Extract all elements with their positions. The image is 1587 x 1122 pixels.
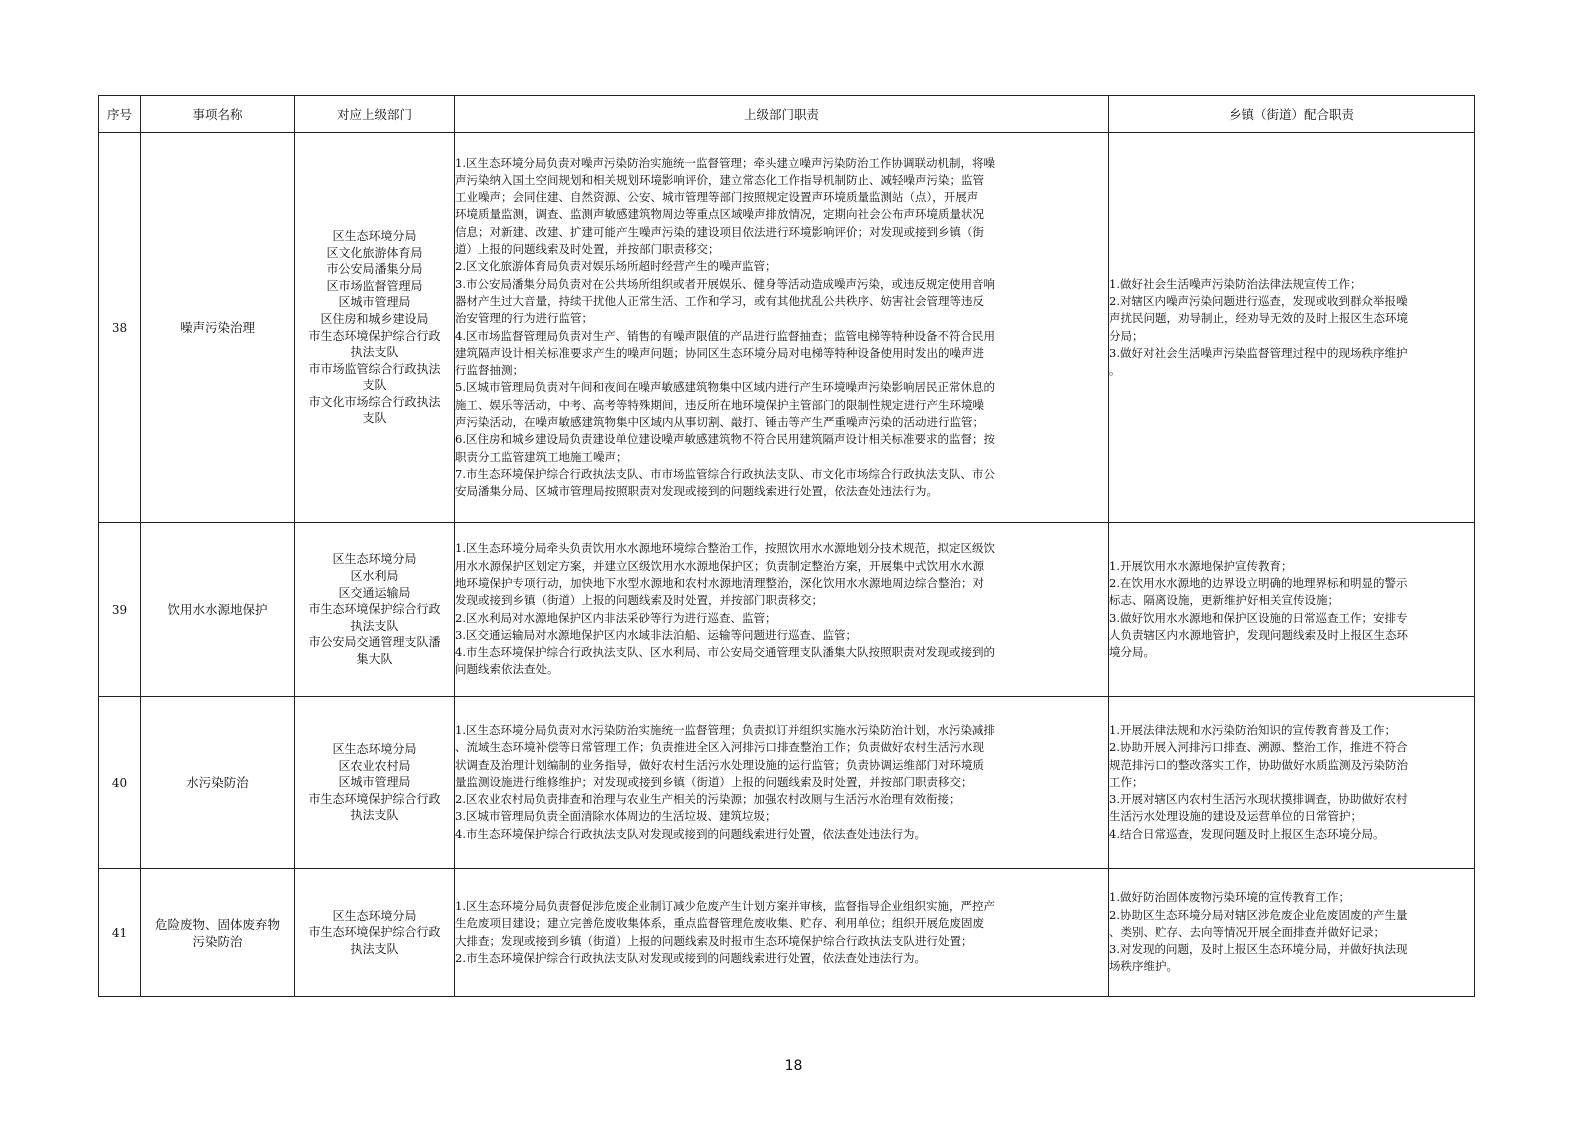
text-line: 区文化旅游体育局 bbox=[326, 245, 423, 260]
text-line: 声污染活动，在噪声敏感建筑物集中区域内从事切割、敲打、锤击等产生严重噪声污染的活动进行监管； bbox=[455, 414, 984, 429]
text-line: 1.区生态环境分局牵头负责饮用水水源地环境综合整治工作，按照饮用水水源地划分技术规范，拟定区级饮 bbox=[455, 541, 995, 556]
text-line: 集大队 bbox=[356, 651, 393, 666]
department-cell bbox=[295, 523, 455, 697]
text-line: 地环境保护专项行动，加快地下水型水源地和农村水源地清理整治，深化饮用水水源地周边综合整治；对 bbox=[455, 575, 984, 590]
text-line: 区市场监督管理局 bbox=[326, 278, 423, 293]
text-line: 1.做好防治固体废物污染环境的宣传教育工作； bbox=[1109, 890, 1350, 905]
text-line: 2.市生态环境保护综合行政执法支队对发现或接到的问题线索进行处置，依法查处违法行为。 bbox=[455, 950, 926, 965]
text-line: 量监测设施进行维修维护；对发现或接到乡镇（街道）上报的问题线索及时处置，并按部门职责移交； bbox=[455, 774, 973, 789]
text-line: 支队 bbox=[362, 378, 387, 393]
text-line: 2.区农业农村局负责排查和治理与农业生产相关的污染源；加强农村改厕与生活污水治理有效衔接； bbox=[455, 792, 961, 807]
text-line: 区生态环境分局 bbox=[332, 742, 417, 757]
text-line: 发现或接到乡镇（街道）上报的问题线索及时处置，并按部门职责移交； bbox=[455, 593, 823, 608]
text-line: 3.区城市管理局负责全面清除水体周边的生活垃圾、建筑垃圾； bbox=[455, 809, 777, 824]
text-line: 1.区生态环境分局负责督促涉危废企业制订减少危废产生计划方案并审核，监督指导企业组织实施，严控产 bbox=[455, 898, 995, 913]
table-row bbox=[99, 869, 1475, 997]
text-line: 2.区文化旅游体育局负责对娱乐场所超时经营产生的噪声监管； bbox=[455, 259, 777, 274]
text-line: 4.市生态环境保护综合行政执法支队对发现或接到的问题线索进行处置，依法查处违法行为。 bbox=[455, 826, 926, 841]
header-no: 序号 bbox=[99, 96, 141, 133]
text-line: 市生态环境保护综合行政 bbox=[308, 328, 441, 343]
department-cell bbox=[295, 697, 455, 869]
text-line: 环境质量监测，调查、监测声敏感建筑物周边等重点区域噪声排放情况，定期向社会公布声环境质量状况 bbox=[455, 207, 984, 222]
row-number: 38 bbox=[99, 133, 141, 523]
text-line: 。 bbox=[1109, 363, 1121, 378]
town-duty-cell bbox=[1109, 523, 1475, 697]
text-line: 危险废物、固体废弃物 bbox=[154, 916, 280, 932]
text-line: 治安管理的行为进行监管； bbox=[455, 311, 593, 326]
text-line: 5.区城市管理局负责对午间和夜间在噪声敏感建筑物集中区域内进行产生环境噪声污染影响居民正常休息的 bbox=[455, 380, 995, 395]
text-line: 、类别、贮存、去向等情况开展全面排查并做好记录； bbox=[1109, 924, 1385, 939]
text-line: 3.做好对社会生活噪声污染监督管理过程中的现场秩序维护 bbox=[1109, 345, 1408, 360]
text-line: 1.开展法律法规和水污染防治知识的宣传教育普及工作； bbox=[1109, 722, 1396, 737]
text-line: 区生态环境分局 bbox=[332, 228, 417, 243]
row-number: 40 bbox=[99, 697, 141, 869]
text-line: 工作； bbox=[1109, 774, 1144, 789]
text-line: 用水水源保护区划定方案，并建立区级饮用水水源地保护区；负责制定整治方案，开展集中式饮用水水源 bbox=[455, 558, 984, 573]
text-line: 执法支队 bbox=[350, 808, 399, 823]
header-dept: 对应上级部门 bbox=[295, 96, 455, 133]
item-name-cell bbox=[141, 697, 295, 869]
text-line: 6.区住房和城乡建设局负责建设单位建设噪声敏感建筑物不符合民用建筑隔声设计相关标准要求的监督；按 bbox=[455, 432, 995, 447]
text-line: 1.开展饮用水水源地保护宣传教育； bbox=[1109, 558, 1293, 573]
text-line: 市公安局交通管理支队潘 bbox=[308, 635, 441, 650]
department-cell bbox=[295, 869, 455, 997]
department-duty-cell bbox=[455, 523, 1109, 697]
text-line: 区水利局 bbox=[350, 569, 399, 584]
text-line: 区城市管理局 bbox=[338, 775, 411, 790]
text-line: 3.开展对辖区内农村生活污水现状摸排调查，协助做好农村 bbox=[1109, 792, 1408, 807]
text-line: 2.协助开展入河排污口排查、溯源、整治工作，推进不符合 bbox=[1109, 740, 1408, 755]
header-row bbox=[99, 96, 1475, 133]
text-line: 、流域生态环境补偿等日常管理工作；负责推进全区入河排污口排查整治工作；负责做好农村生活污水现 bbox=[455, 740, 984, 755]
text-line: 生危废项目建设；建立完善危废收集体系，重点监督管理危废收集、贮存、利用单位；组织开展危废固废 bbox=[455, 916, 984, 931]
text-line: 3.区交通运输局对水源地保护区内水域非法泊船、运输等问题进行巡查、监管； bbox=[455, 627, 857, 642]
text-line: 污染防治 bbox=[192, 933, 243, 949]
town-duty-cell bbox=[1109, 697, 1475, 869]
text-line: 生活污水处理设施的建设及运营单位的日常管护； bbox=[1109, 809, 1362, 824]
text-line: 建筑隔声设计相关标准要求产生的噪声问题；协同区生态环境分局对电梯等特种设备使用时发出的噪声进 bbox=[455, 345, 984, 360]
header-town: 乡镇（街道）配合职责 bbox=[1109, 96, 1475, 133]
text-line: 执法支队 bbox=[350, 618, 399, 633]
text-line: 执法支队 bbox=[350, 941, 399, 956]
town-duty-cell bbox=[1109, 869, 1475, 997]
text-line: 2.在饮用水水源地的边界设立明确的地理界标和明显的警示 bbox=[1109, 575, 1408, 590]
text-line: 规范排污口的整改落实工作，协助做好水质监测及污染防治 bbox=[1109, 757, 1408, 772]
text-line: 3.对发现的问题，及时上报区生态环境分局，并做好执法现 bbox=[1109, 942, 1408, 957]
text-line: 行监督抽测； bbox=[455, 363, 524, 378]
item-name-cell bbox=[141, 869, 295, 997]
page-number: 18 bbox=[784, 1058, 803, 1074]
text-line: 区城市管理局 bbox=[338, 295, 411, 310]
text-line: 器材产生过大音量，持续干扰他人正常生活、工作和学习，或有其他扰乱公共秩序、妨害社会管理等违反 bbox=[455, 293, 984, 308]
table-row bbox=[99, 133, 1475, 523]
header-duty: 上级部门职责 bbox=[455, 96, 1109, 133]
text-line: 7.市生态环境保护综合行政执法支队、市市场监管综合行政执法支队、市文化市场综合行政执法支队、市公 bbox=[455, 466, 995, 481]
text-line: 1.区生态环境分局负责对噪声污染防治实施统一监督管理；牵头建立噪声污染防治工作协调联动机制，将噪 bbox=[455, 155, 995, 170]
text-line: 分局； bbox=[1109, 328, 1144, 343]
text-line: 4.区市场监督管理局负责对生产、销售的有噪声限值的产品进行监督抽查；监管电梯等特种设备不符合民用 bbox=[455, 328, 995, 343]
text-line: 施工、娱乐等活动，中考、高考等特殊期间，违反所在地环境保护主管部门的限制性规定进行产生环境噪 bbox=[455, 397, 984, 412]
text-line: 声扰民问题，劝导制止，经劝导无效的及时上报区生态环境 bbox=[1109, 311, 1408, 326]
text-line: 市公安局潘集分局 bbox=[326, 262, 423, 277]
text-line: 区农业农村局 bbox=[338, 758, 411, 773]
text-line: 职责分工监管建筑工地施工噪声； bbox=[455, 449, 628, 464]
text-line: 1.区生态环境分局负责对水污染防治实施统一监督管理；负责拟订并组织实施水污染防治计划，水污染减排 bbox=[455, 722, 995, 737]
text-line: 2.对辖区内噪声污染问题进行巡查，发现或收到群众举报噪 bbox=[1109, 293, 1408, 308]
text-line: 2.区水利局对水源地保护区内非法采砂等行为进行巡查、监管； bbox=[455, 610, 777, 625]
text-line: 3.市公安局潘集分局负责对在公共场所组织或者开展娱乐、健身等活动造成噪声污染，或违反规定使用音响 bbox=[455, 276, 995, 291]
text-line: 4.结合日常巡查，发现问题及时上报区生态环境分局。 bbox=[1109, 826, 1385, 841]
text-line: 3.做好饮用水水源地和保护区设施的日常巡查工作；安排专 bbox=[1109, 610, 1408, 625]
text-line: 1.做好社会生活噪声污染防治法律法规宣传工作； bbox=[1109, 276, 1362, 291]
text-line: 信息；对新建、改建、扩建可能产生噪声污染的建设项目依法进行环境影响评价；对发现或接到乡镇（街 bbox=[455, 224, 984, 239]
text-line: 大排查；发现或接到乡镇（街道）上报的问题线索及时报市生态环境保护综合行政执法支队进行处置； bbox=[455, 933, 973, 948]
table-row bbox=[99, 523, 1475, 697]
text-line: 区住房和城乡建设局 bbox=[320, 311, 429, 326]
text-line: 状调查及治理计划编制的业务指导，做好农村生活污水处理设施的运行监管；负责协调运维部门对环境质 bbox=[455, 757, 984, 772]
text-line: 市文化市场综合行政执法 bbox=[308, 394, 441, 409]
text-line: 市生态环境保护综合行政 bbox=[308, 791, 441, 806]
text-line: 水污染防治 bbox=[186, 775, 249, 790]
text-line: 安局潘集分局、区城市管理局按照职责对发现或接到的问题线索进行处置，依法查处违法行为。 bbox=[455, 484, 938, 499]
item-name-cell bbox=[141, 523, 295, 697]
text-line: 标志、隔离设施，更新维护好相关宣传设施； bbox=[1109, 593, 1339, 608]
department-duty-cell bbox=[455, 869, 1109, 997]
text-line: 人负责辖区内水源地管护，发现问题线索及时上报区生态环 bbox=[1109, 627, 1408, 642]
text-line: 区生态环境分局 bbox=[332, 908, 417, 923]
text-line: 饮用水水源地保护 bbox=[167, 602, 268, 617]
row-number: 41 bbox=[99, 869, 141, 997]
department-duty-cell bbox=[455, 133, 1109, 523]
text-line: 场秩序维护。 bbox=[1109, 959, 1178, 974]
item-name-cell bbox=[141, 133, 295, 523]
department-cell bbox=[295, 133, 455, 523]
text-line: 问题线索依法查处。 bbox=[455, 662, 559, 677]
text-line: 区生态环境分局 bbox=[332, 552, 417, 567]
text-line: 区交通运输局 bbox=[338, 585, 411, 600]
department-duty-cell bbox=[455, 697, 1109, 869]
text-line: 执法支队 bbox=[350, 345, 399, 360]
town-duty-cell bbox=[1109, 133, 1475, 523]
table-body bbox=[99, 133, 1475, 997]
duty-table bbox=[98, 95, 1475, 997]
text-line: 2.协助区生态环境分局对辖区涉危废企业危废固废的产生量 bbox=[1109, 907, 1408, 922]
table-row bbox=[99, 697, 1475, 869]
row-number: 39 bbox=[99, 523, 141, 697]
text-line: 市生态环境保护综合行政 bbox=[308, 602, 441, 617]
text-line: 道）上报的问题线索及时处置，并按部门职责移交； bbox=[455, 242, 720, 257]
text-line: 工业噪声；会同住建、自然资源、公安、城市管理等部门按照规定设置声环境质量监测站（点），开展声 bbox=[455, 190, 979, 205]
text-line: 市市场监管综合行政执法 bbox=[308, 361, 441, 376]
text-line: 境分局。 bbox=[1109, 645, 1155, 660]
text-line: 市生态环境保护综合行政 bbox=[308, 925, 441, 940]
text-line: 噪声污染治理 bbox=[179, 320, 255, 335]
text-line: 4.市生态环境保护综合行政执法支队、区水利局、市公安局交通管理支队潘集大队按照职责对发现或接到的 bbox=[455, 645, 995, 660]
text-line: 支队 bbox=[362, 411, 387, 426]
text-line: 声污染纳入国土空间规划和相关规划环境影响评价，建立常态化工作指导机制防止、减轻噪声污染；监管 bbox=[455, 172, 984, 187]
header-name: 事项名称 bbox=[141, 96, 295, 133]
